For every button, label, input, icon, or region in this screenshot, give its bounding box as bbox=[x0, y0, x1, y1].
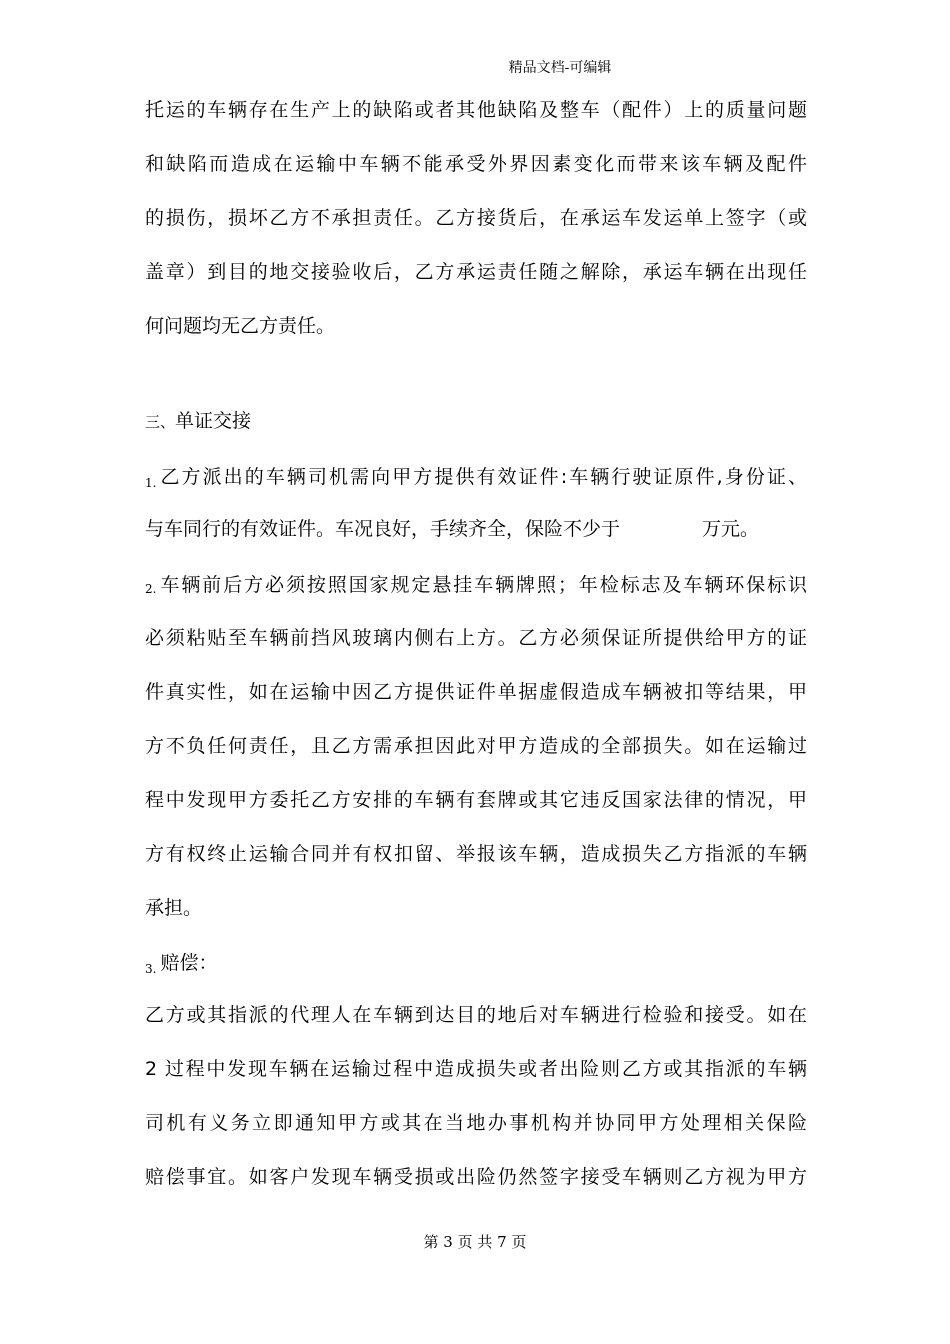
item-title: 赔偿： bbox=[160, 952, 218, 974]
paragraph-line: 乙方或其指派的代理人在车辆到达目的地后对车辆进行检验和接受。如在 bbox=[145, 1004, 807, 1026]
paragraph-line: 的损伤，损坏乙方不承担责任。乙方接货后，在承运车发运单上签字（或 bbox=[145, 207, 807, 229]
page-footer: 第 3 页 共 7 页 bbox=[423, 1233, 527, 1251]
paragraph-line: 司机有义务立即通知甲方或其在当地办事机构并协同甲方处理相关保险 bbox=[145, 1112, 807, 1134]
paragraph-line: 赔偿事宜。如客户发现车辆受损或出险仍然签字接受车辆则乙方视为甲方 bbox=[145, 1166, 807, 1188]
paragraph-line: 何问题均无乙方责任。 bbox=[145, 315, 336, 337]
paragraph-line: 方不负任何责任，且乙方需承担因此对甲方造成的全部损失。如在运输过 bbox=[145, 735, 807, 757]
item-text: 乙方派出的车辆司机需向甲方提供有效证件:车辆行驶证原件,身份证、 bbox=[160, 466, 807, 488]
page-header: 精品文档-可编辑 bbox=[508, 60, 612, 76]
section-heading-text: 单证交接 bbox=[175, 410, 252, 432]
item-2-line bbox=[145, 573, 807, 597]
item-number: 1. bbox=[145, 476, 157, 490]
paragraph-line: 2 过程中发现车辆在运输过程中造成损失或者出险则乙方或其指派的车辆 bbox=[145, 1058, 807, 1080]
paragraph-line: 和缺陷而造成在运输中车辆不能承受外界因素变化而带来该车辆及配件 bbox=[145, 153, 807, 175]
item-text: 万元。 bbox=[702, 518, 760, 540]
paragraph-line: 件真实性，如在运输中因乙方提供证件单据虚假造成车辆被扣等结果，甲 bbox=[145, 681, 807, 703]
section-heading-prefix: 三、 bbox=[145, 413, 176, 431]
item-1-line-2 bbox=[145, 517, 807, 541]
paragraph-line: 承担。 bbox=[145, 897, 203, 919]
section-heading bbox=[145, 409, 807, 434]
paragraph-line: 方有权终止运输合同并有权扣留、举报该车辆，造成损失乙方指派的车辆 bbox=[145, 843, 807, 865]
item-number: 3. bbox=[145, 962, 157, 976]
item-text: 与车同行的有效证件。车况良好，手续齐全，保险不少于 bbox=[145, 518, 621, 540]
paragraph-line: 程中发现甲方委托乙方安排的车辆有套牌或其它违反国家法律的情况，甲 bbox=[145, 789, 807, 811]
paragraph-line: 托运的车辆存在生产上的缺陷或者其他缺陷及整车（配件）上的质量问题 bbox=[145, 99, 807, 121]
paragraph-line: 盖章）到目的地交接验收后，乙方承运责任随之解除，承运车辆在出现任 bbox=[145, 261, 807, 283]
item-3-line bbox=[145, 951, 807, 977]
item-number: 2. bbox=[145, 582, 157, 596]
item-text: 车辆前后方必须按照国家规定悬挂车辆牌照；年检标志及车辆环保标识 bbox=[160, 574, 807, 596]
paragraph-line: 必须粘贴至车辆前挡风玻璃内侧右上方。乙方必须保证所提供给甲方的证 bbox=[145, 627, 807, 649]
item-1-line bbox=[145, 465, 807, 491]
